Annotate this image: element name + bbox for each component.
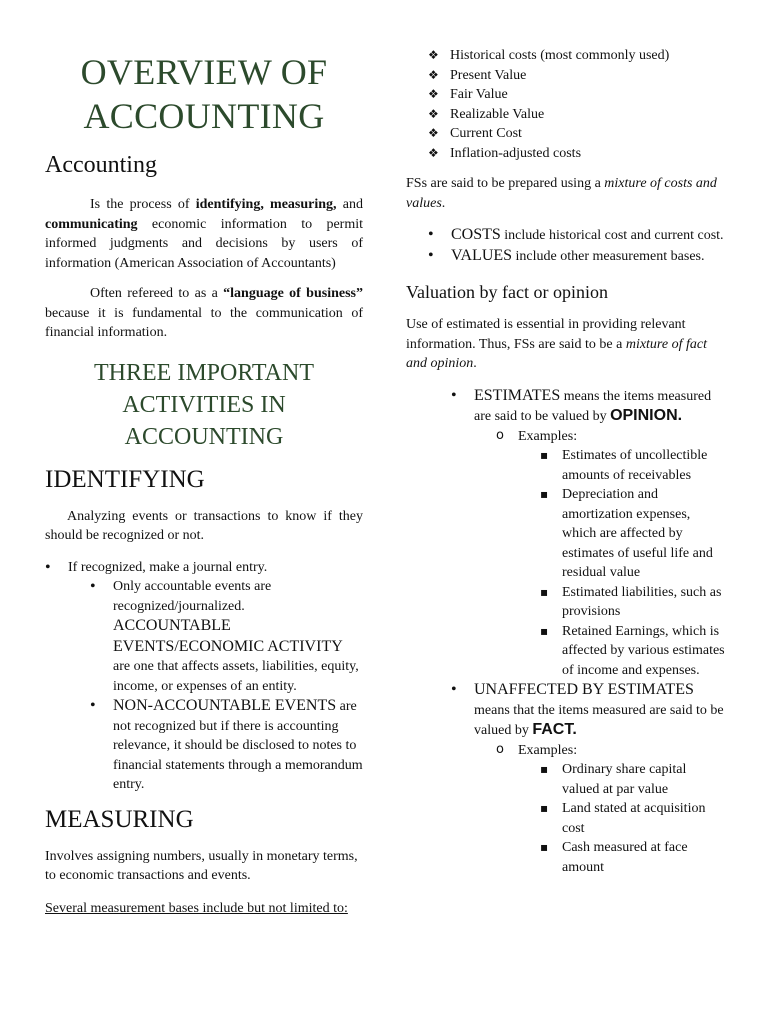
fact-examples-list xyxy=(540,760,726,877)
list-item xyxy=(428,225,726,246)
list-item: ▪ Retained Earnings, which is affected by various estimates of income and expenses. xyxy=(540,622,726,681)
opinion-examples-block xyxy=(496,427,726,681)
three-title-line-3: ACCOUNTING xyxy=(124,423,284,450)
def-bold-1: identifying, measuring, xyxy=(195,197,337,212)
bullet-text: means that the items measured are said to be valued by xyxy=(474,702,724,738)
estimates-term: ESTIMATES xyxy=(474,386,561,404)
accounting-heading: Accounting xyxy=(45,152,157,178)
list-item: ▪ Depreciation and amortization expenses, which are affected by estimates of useful life and residual value xyxy=(540,485,726,583)
fo-text: Use of estimated is essential in providing relevant information. Thus, FSs are said to be a xyxy=(406,317,686,352)
lob-text: Often refereed to as a xyxy=(90,286,224,301)
accounting-definition xyxy=(45,195,363,273)
list-item xyxy=(90,577,363,696)
fs-italic: mixture of costs and values xyxy=(406,176,717,211)
list-item xyxy=(451,680,726,877)
fo-italic: mixture of fact and opinion xyxy=(406,336,707,371)
measurement-bases-intro: Several measurement bases include but not limited to: xyxy=(45,900,348,916)
list-item: ❖ Fair Value xyxy=(428,85,726,105)
fs-text: FSs are said to be prepared using a xyxy=(406,176,605,191)
list-item: ▪ Estimated liabilities, such as provisions xyxy=(540,583,726,622)
examples-label: Examples: xyxy=(518,742,578,758)
list-item: ▪ Ordinary share capital valued at par value xyxy=(540,760,726,799)
identifying-heading: IDENTIFYING xyxy=(45,465,205,493)
list-item: ▪ Estimates of uncollectible amounts of receivables xyxy=(540,446,726,485)
list-item xyxy=(496,427,726,681)
measurement-bases-list xyxy=(428,46,726,163)
opinion-term: OPINION. xyxy=(610,407,683,424)
bullet-text: include historical cost and current cost. xyxy=(500,228,724,243)
list-item: ❖ Realizable Value xyxy=(428,105,726,125)
bullet-text: If recognized, make a journal entry. xyxy=(68,559,268,575)
measuring-paragraph: Involves assigning numbers, usually in monetary terms, to economic transactions and events. xyxy=(45,848,358,883)
bullet-text: are not recognized but if there is accounting relevance, it should be disclosed to notes to financial statements through a memorandum entry. xyxy=(113,699,363,792)
three-activities-title xyxy=(45,357,363,453)
estimates-list xyxy=(451,386,726,878)
bullet-text: means the items measured are said to be valued by xyxy=(474,388,712,424)
fact-opinion-paragraph xyxy=(406,315,726,374)
examples-label: Examples: xyxy=(518,428,578,444)
list-item xyxy=(90,696,363,795)
list-item: ❖ Historical costs (most commonly used) xyxy=(428,46,726,66)
list-item: ❖ Current Cost xyxy=(428,124,726,144)
bullet-text: Only accountable events are recognized/journalized. xyxy=(113,579,272,614)
identifying-list xyxy=(45,558,363,795)
right-column xyxy=(406,0,726,877)
accountable-events-term: ACCOUNTABLE EVENTS/ECONOMIC ACTIVITY xyxy=(113,617,343,655)
fs-text: . xyxy=(441,195,446,211)
title-line-2: ACCOUNTING xyxy=(83,96,325,136)
title-line-1: OVERVIEW OF xyxy=(80,52,328,92)
measuring-heading: MEASURING xyxy=(45,805,194,833)
non-accountable-term: NON-ACCOUNTABLE EVENTS xyxy=(113,697,337,714)
list-item: ▪ Land stated at acquisition cost xyxy=(540,799,726,838)
lob-text: because it is fundamental to the communication of financial information. xyxy=(45,305,363,340)
costs-values-paragraph xyxy=(406,174,726,213)
def-text: and xyxy=(336,197,363,212)
list-item xyxy=(496,741,726,878)
def-text: Is the process of xyxy=(90,197,196,212)
costs-values-list xyxy=(428,225,726,266)
list-item xyxy=(451,386,726,681)
list-item: ❖ Present Value xyxy=(428,66,726,86)
three-title-line-1: THREE IMPORTANT xyxy=(94,359,314,386)
identifying-sublist xyxy=(90,577,363,795)
bullet-text: include other measurement bases. xyxy=(512,248,705,264)
list-item xyxy=(428,246,726,267)
def-bold-2: communicating xyxy=(45,216,138,232)
fact-term: FACT. xyxy=(532,721,577,738)
opinion-examples-list xyxy=(540,446,726,680)
unaffected-term: UNAFFECTED BY ESTIMATES xyxy=(474,681,694,698)
list-item xyxy=(45,558,363,795)
bullet-text: are one that affects assets, liabilities, equity, income, or expenses of an entity. xyxy=(113,659,359,694)
lob-bold: “language of business” xyxy=(223,286,363,301)
fact-examples-block xyxy=(496,741,726,878)
costs-term: COSTS xyxy=(451,226,501,243)
values-term: VALUES xyxy=(451,246,513,264)
list-item: ▪ Cash measured at face amount xyxy=(540,838,726,877)
identifying-paragraph: Analyzing events or transactions to know if they should be recognized or not. xyxy=(45,508,363,543)
language-of-business-paragraph xyxy=(45,284,363,343)
list-item: ❖ Inflation-adjusted costs xyxy=(428,144,726,164)
fo-text: . xyxy=(473,356,477,371)
valuation-heading: Valuation by fact or opinion xyxy=(406,282,608,302)
left-column xyxy=(45,0,363,918)
def-text: economic information to permit informed judgments and decisions by users of information (American Association of Accountants) xyxy=(45,216,363,271)
page-title xyxy=(45,50,363,138)
three-title-line-2: ACTIVITIES IN xyxy=(122,391,286,418)
